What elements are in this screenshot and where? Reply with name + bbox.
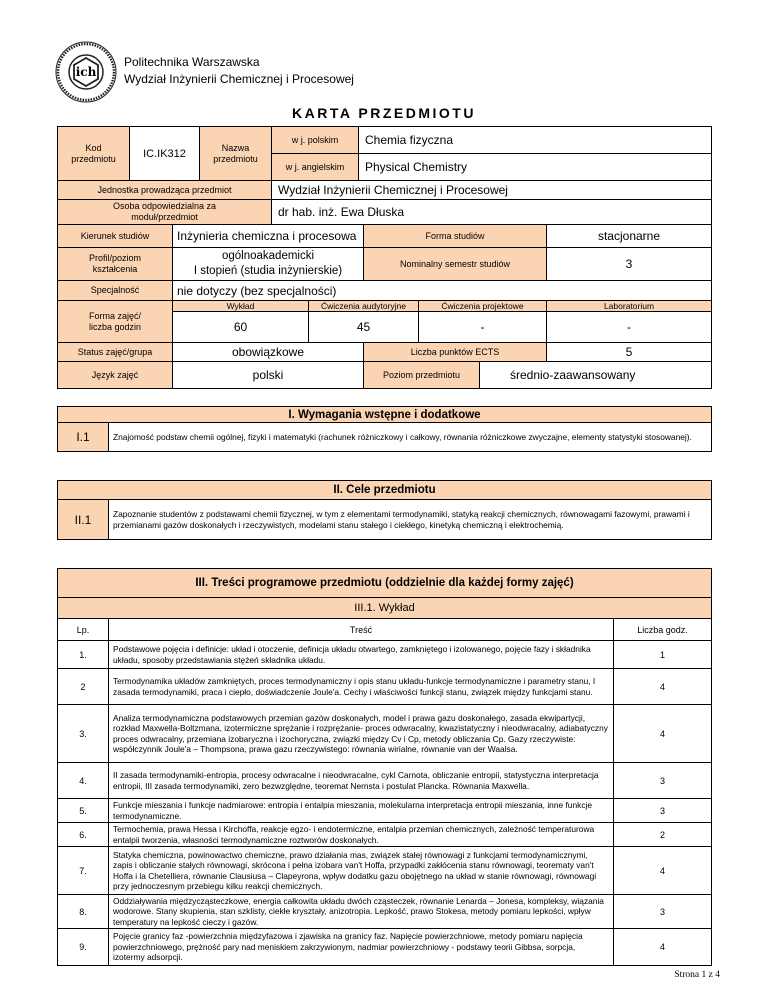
row-5-text: Funkcje mieszania i funkcje nadmiarowe: entropia i entalpia mieszania, molekularna interpretacja entropii mieszania, inne funkcje termodynamiczne. bbox=[108, 798, 614, 823]
ects-label: Liczba punktów ECTS bbox=[363, 342, 547, 362]
cw-proj-label: Ćwiczenia projektowe bbox=[418, 300, 547, 312]
forma-studiow-value: stacjonarne bbox=[546, 224, 712, 248]
jednostka-label: Jednostka prowadząca przedmiot bbox=[57, 180, 272, 200]
osoba-label: Osoba odpowiedzialna za moduł/przedmiot bbox=[57, 199, 272, 225]
row-8-text: Oddziaływania międzycząsteczkowe, energia całkowita układu dwóch cząsteczek, równanie Lenarda – Jonesa, kompleksy, wiązania wodorowe. Stany skupienia, stan szklisty, ciekłe kryształy, anizotropia. Lepkość, prawo Stokesa, metody pomiaru lepkości, wpływ temperatury na lepkość cieczy i gazów. bbox=[108, 894, 614, 929]
section2-code: II.1 bbox=[57, 499, 109, 540]
nazwa-label: Nazwa przedmiotu bbox=[199, 126, 272, 181]
faculty-logo bbox=[55, 41, 117, 103]
pl-label: w j. polskim bbox=[271, 126, 359, 154]
kierunek-label: Kierunek studiów bbox=[57, 224, 173, 248]
profil-label: Profil/poziom kształcenia bbox=[57, 247, 173, 281]
row-1-hours: 1 bbox=[613, 640, 712, 669]
section3-subtitle: III.1. Wykład bbox=[57, 597, 712, 619]
section3-title: III. Treści programowe przedmiotu (oddzielnie dla każdej formy zajęć) bbox=[57, 568, 712, 598]
row-4-text: II zasada termodynamiki-entropia, procesy odwracalne i nieodwracalne, cykl Carnota, obliczanie entropii, statystyczna interpretacja entropii, III zasada termodynamiki, zero bezwzględne, teoremat Nernsta i postulat Plancka. Równania Maxwella. bbox=[108, 762, 614, 799]
row-9-lp: 9. bbox=[57, 928, 109, 966]
specjalnosc-value: nie dotyczy (bez specjalności) bbox=[172, 280, 712, 301]
pl-value: Chemia fizyczna bbox=[358, 126, 712, 154]
forma-zajec-label: Forma zajęć/ liczba godzin bbox=[57, 300, 173, 343]
row-5-hours: 3 bbox=[613, 798, 712, 823]
section1-code: I.1 bbox=[57, 422, 109, 452]
lab-label: Laboratorium bbox=[546, 300, 712, 312]
section1-title: I. Wymagania wstępne i dodatkowe bbox=[57, 406, 712, 423]
row-1-lp: 1. bbox=[57, 640, 109, 669]
poziom-label: Poziom przedmiotu bbox=[363, 361, 480, 389]
row-7-text: Statyka chemiczna, powinowactwo chemiczne, prawo działania mas, związek stałej równowagi z funkcjami termodynamicznymi, zapis i obliczanie stałych równowagi, skrócona i pełna izobara van't Hoffa, przypadki zakłócenia stanu równowagi, teorematy van't Hoffa i la Chetelliera, równanie Clausiusa – Clapeyrona, wpływ dodatku gazu obojętnego na układ w stanie równowagi, równowagi przy jednoczesnym przebiegu kilku reakcji chemicznych. bbox=[108, 846, 614, 895]
row-6-lp: 6. bbox=[57, 822, 109, 847]
section2-title: II. Cele przedmiotu bbox=[57, 480, 712, 500]
cw-aud-value: 45 bbox=[308, 311, 419, 343]
jezyk-label: Język zajęć bbox=[57, 361, 173, 389]
row-2-hours: 4 bbox=[613, 668, 712, 705]
kod-label: Kod przedmiotu bbox=[57, 126, 130, 181]
profil-value-line1: ogólnoakademicki bbox=[221, 250, 315, 262]
status-value: obowiązkowe bbox=[172, 342, 364, 362]
col-hours-header: Liczba godz. bbox=[613, 618, 712, 641]
cw-proj-value: - bbox=[418, 311, 547, 343]
ects-value: 5 bbox=[546, 342, 712, 362]
row-7-hours: 4 bbox=[613, 846, 712, 895]
row-6-hours: 2 bbox=[613, 822, 712, 847]
page-number: Strona 1 z 4 bbox=[674, 970, 720, 980]
profil-value bbox=[172, 247, 364, 281]
en-value: Physical Chemistry bbox=[358, 153, 712, 181]
row-8-lp: 8. bbox=[57, 894, 109, 929]
row-1-text: Podstawowe pojęcia i definicje: układ i otoczenie, definicja układu otwartego, zamkniętego i izolowanego, pojęcie fazy i składnika układu, sposoby przedstawiania stężeń składnika układu. bbox=[108, 640, 614, 669]
col-lp-header: Lp. bbox=[57, 618, 109, 641]
jednostka-value: Wydział Inżynierii Chemicznej i Procesowej bbox=[271, 180, 712, 200]
row-2-lp: 2 bbox=[57, 668, 109, 705]
wyklad-value: 60 bbox=[172, 311, 309, 343]
wyklad-label: Wykład bbox=[172, 300, 309, 312]
page-title: KARTA PRZEDMIOTU bbox=[292, 105, 476, 121]
poziom-value: średnio-zaawansowany bbox=[479, 361, 712, 389]
row-4-hours: 3 bbox=[613, 762, 712, 799]
col-tresc-header: Treść bbox=[108, 618, 614, 641]
profil-value-line2: I stopień (studia inżynierskie) bbox=[193, 265, 343, 277]
lab-value: - bbox=[546, 311, 712, 343]
semestr-label: Nominalny semestr studiów bbox=[363, 247, 547, 281]
row-3-text: Analiza termodynamiczna podstawowych przemian gazów doskonałych, model i prawa gazu doskonałego, zasada ekwipartycji, rozkład Maxwella-Boltzmana, izotermiczne sprężanie i rozprężanie- proces odwracalny, kwazistatyczny i nieodwracalny, adiabatyczny proces odwracalny, przemiana izobaryczna i izochoryczna, związki między Cv i Cp, metody obliczania Cp. Gazy rzeczywiste: współczynnik Joule'a – Thompsona, prawa gazu rzeczywistego: równania wirialne, równanie van der Waalsa. bbox=[108, 704, 614, 763]
university-name: Politechnika Warszawska bbox=[124, 55, 260, 69]
section2-text: Zapoznanie studentów z podstawami chemii fizycznej, w tym z elementami termodynamiki, statyką reakcji chemicznych, równowagami fazowymi, prawami i przemianami gazów doskonałych i rzeczywistych, modelami stanu stałego i ciekłego, kinetyką chemiczną i elektrochemią. bbox=[108, 499, 712, 540]
semestr-value: 3 bbox=[546, 247, 712, 281]
kierunek-value: Inżynieria chemiczna i procesowa bbox=[172, 224, 364, 248]
row-8-hours: 3 bbox=[613, 894, 712, 929]
row-9-text: Pojęcie granicy faz -powierzchnia międzyfazowa i zjawiska na granicy faz. Napięcie powierzchniowe, metody pomiaru napięcia powierzchniowego, prężność pary nad meniskiem zakrzywionym, nadmiar powierzchniowy - podstawy teorii Gibbsa, sorpcja, izotermy adsorpcji. bbox=[108, 928, 614, 966]
row-6-text: Termochemia, prawa Hessa i Kirchoffa, reakcje egzo- i endotermiczne, entalpia przemian chemicznych, zależność temperaturowa entalpii tworzenia, własności termodynamiczne roztworów doskonałych. bbox=[108, 822, 614, 847]
status-label: Status zajęć/grupa bbox=[57, 342, 173, 362]
row-4-lp: 4. bbox=[57, 762, 109, 799]
row-5-lp: 5. bbox=[57, 798, 109, 823]
row-2-text: Termodynamika układów zamkniętych, proces termodynamiczny i opis stanu układu-funkcje termodynamiczne i parametry stanu, I zasada termodynamiki, praca i ciepło, doświadczenie Joule'a. Cechy i właściwości funkcji stanu, związek między funkcjami stanu. bbox=[108, 668, 614, 705]
svg-text:ich: ich bbox=[75, 65, 97, 79]
jezyk-value: polski bbox=[172, 361, 364, 389]
specjalnosc-label: Specjalność bbox=[57, 280, 173, 301]
osoba-value: dr hab. inż. Ewa Dłuska bbox=[271, 199, 712, 225]
section1-text: Znajomość podstaw chemii ogólnej, fizyki i matematyki (rachunek różniczkowy i całkowy, równania różniczkowe zwyczajne, elementy statystyki stosowanej). bbox=[108, 422, 712, 452]
kod-value: IC.IK312 bbox=[129, 126, 200, 181]
cw-aud-label: Ćwiczenia audytoryjne bbox=[308, 300, 419, 312]
en-label: w j. angielskim bbox=[271, 153, 359, 181]
row-3-lp: 3. bbox=[57, 704, 109, 763]
forma-studiow-label: Forma studiów bbox=[363, 224, 547, 248]
row-3-hours: 4 bbox=[613, 704, 712, 763]
faculty-name: Wydział Inżynierii Chemicznej i Procesowej bbox=[124, 72, 354, 86]
row-7-lp: 7. bbox=[57, 846, 109, 895]
row-9-hours: 4 bbox=[613, 928, 712, 966]
